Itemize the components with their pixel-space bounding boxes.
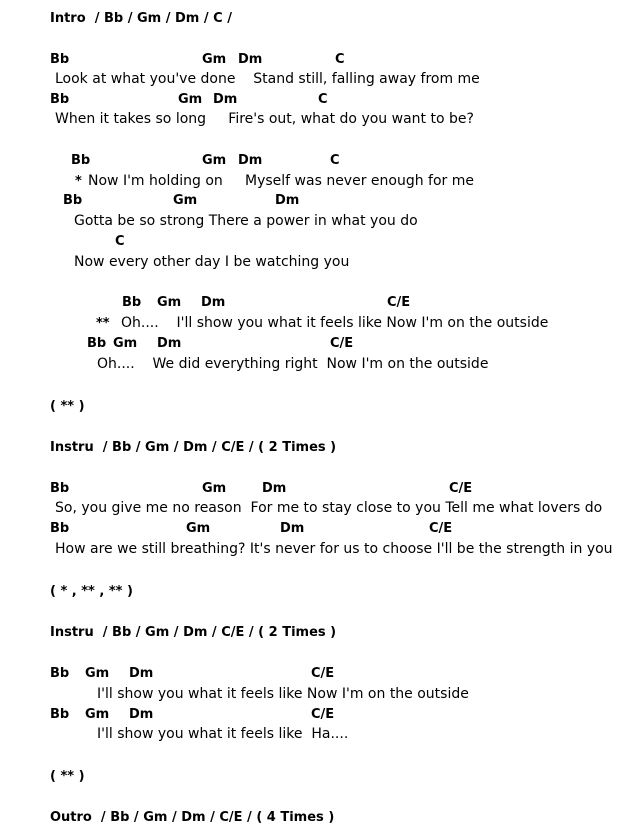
chord: Gm [113,336,138,351]
chord: C/E [330,336,354,351]
chord: Gm [186,521,211,536]
section-marker: * [75,174,82,189]
chord: Dm [213,92,238,107]
repeat-marker: ( ** ) [50,769,85,784]
instrumental-line: Instru / Bb / Gm / Dm / C/E / ( 2 Times ) [50,440,337,455]
chord: Gm [202,481,227,496]
chord: C [115,234,125,249]
lyric-line: How are we still breathing? It's never for us to choose I'll be the strength in you [55,541,613,557]
lyric-line: Oh.... We did everything right Now I'm on the outside [97,356,489,372]
lyric-line: Look at what you've done Stand still, falling away from me [55,71,480,87]
chord: Bb [50,707,70,722]
chord: Dm [262,481,287,496]
chord: Dm [238,52,263,67]
chord: Bb [63,193,83,208]
chord: Bb [50,92,70,107]
lyric-line: Now every other day I be watching you [74,254,350,270]
chord: Bb [50,666,70,681]
chord: Dm [129,666,154,681]
chord: Gm [173,193,198,208]
lyric-line: I'll show you what it feels like Now I'm on the outside [97,686,469,702]
intro-line: Intro / Bb / Gm / Dm / C / [50,11,232,26]
chord: Dm [275,193,300,208]
chord: Dm [157,336,182,351]
repeat-marker: ( * , ** , ** ) [50,584,133,599]
chord: C/E [429,521,453,536]
chord: C/E [449,481,473,496]
repeat-marker: ( ** ) [50,399,85,414]
chord: Bb [50,521,70,536]
chord: Dm [280,521,305,536]
chord: Gm [202,52,227,67]
lyric-line: When it takes so long Fire's out, what do you want to be? [55,111,474,127]
chord: Gm [157,295,182,310]
chord: C/E [311,707,335,722]
chord: C/E [311,666,335,681]
chord: Dm [238,153,263,168]
chord: C [330,153,340,168]
chord: Bb [87,336,107,351]
chord: Gm [85,707,110,722]
lyric-line: Now I'm holding on Myself was never enough for me [88,173,474,189]
chord: Dm [201,295,226,310]
chord: C [335,52,345,67]
lyric-line: Gotta be so strong There a power in what you do [74,213,418,229]
chord: Bb [50,481,70,496]
chord: C/E [387,295,411,310]
lyric-line: Oh.... I'll show you what it feels like Now I'm on the outside [121,315,549,331]
outro-line: Outro / Bb / Gm / Dm / C/E / ( 4 Times ) [50,810,335,825]
section-marker: ** [96,316,110,331]
lyric-line: I'll show you what it feels like Ha.... [97,726,349,742]
instrumental-line: Instru / Bb / Gm / Dm / C/E / ( 2 Times ) [50,625,337,640]
lyric-line: So, you give me no reason For me to stay close to you Tell me what lovers do [55,500,603,516]
chord: Gm [178,92,203,107]
chord: Gm [85,666,110,681]
chord: Bb [50,52,70,67]
chord: Bb [71,153,91,168]
chord: Gm [202,153,227,168]
chord: C [318,92,328,107]
chord: Bb [122,295,142,310]
chord: Dm [129,707,154,722]
